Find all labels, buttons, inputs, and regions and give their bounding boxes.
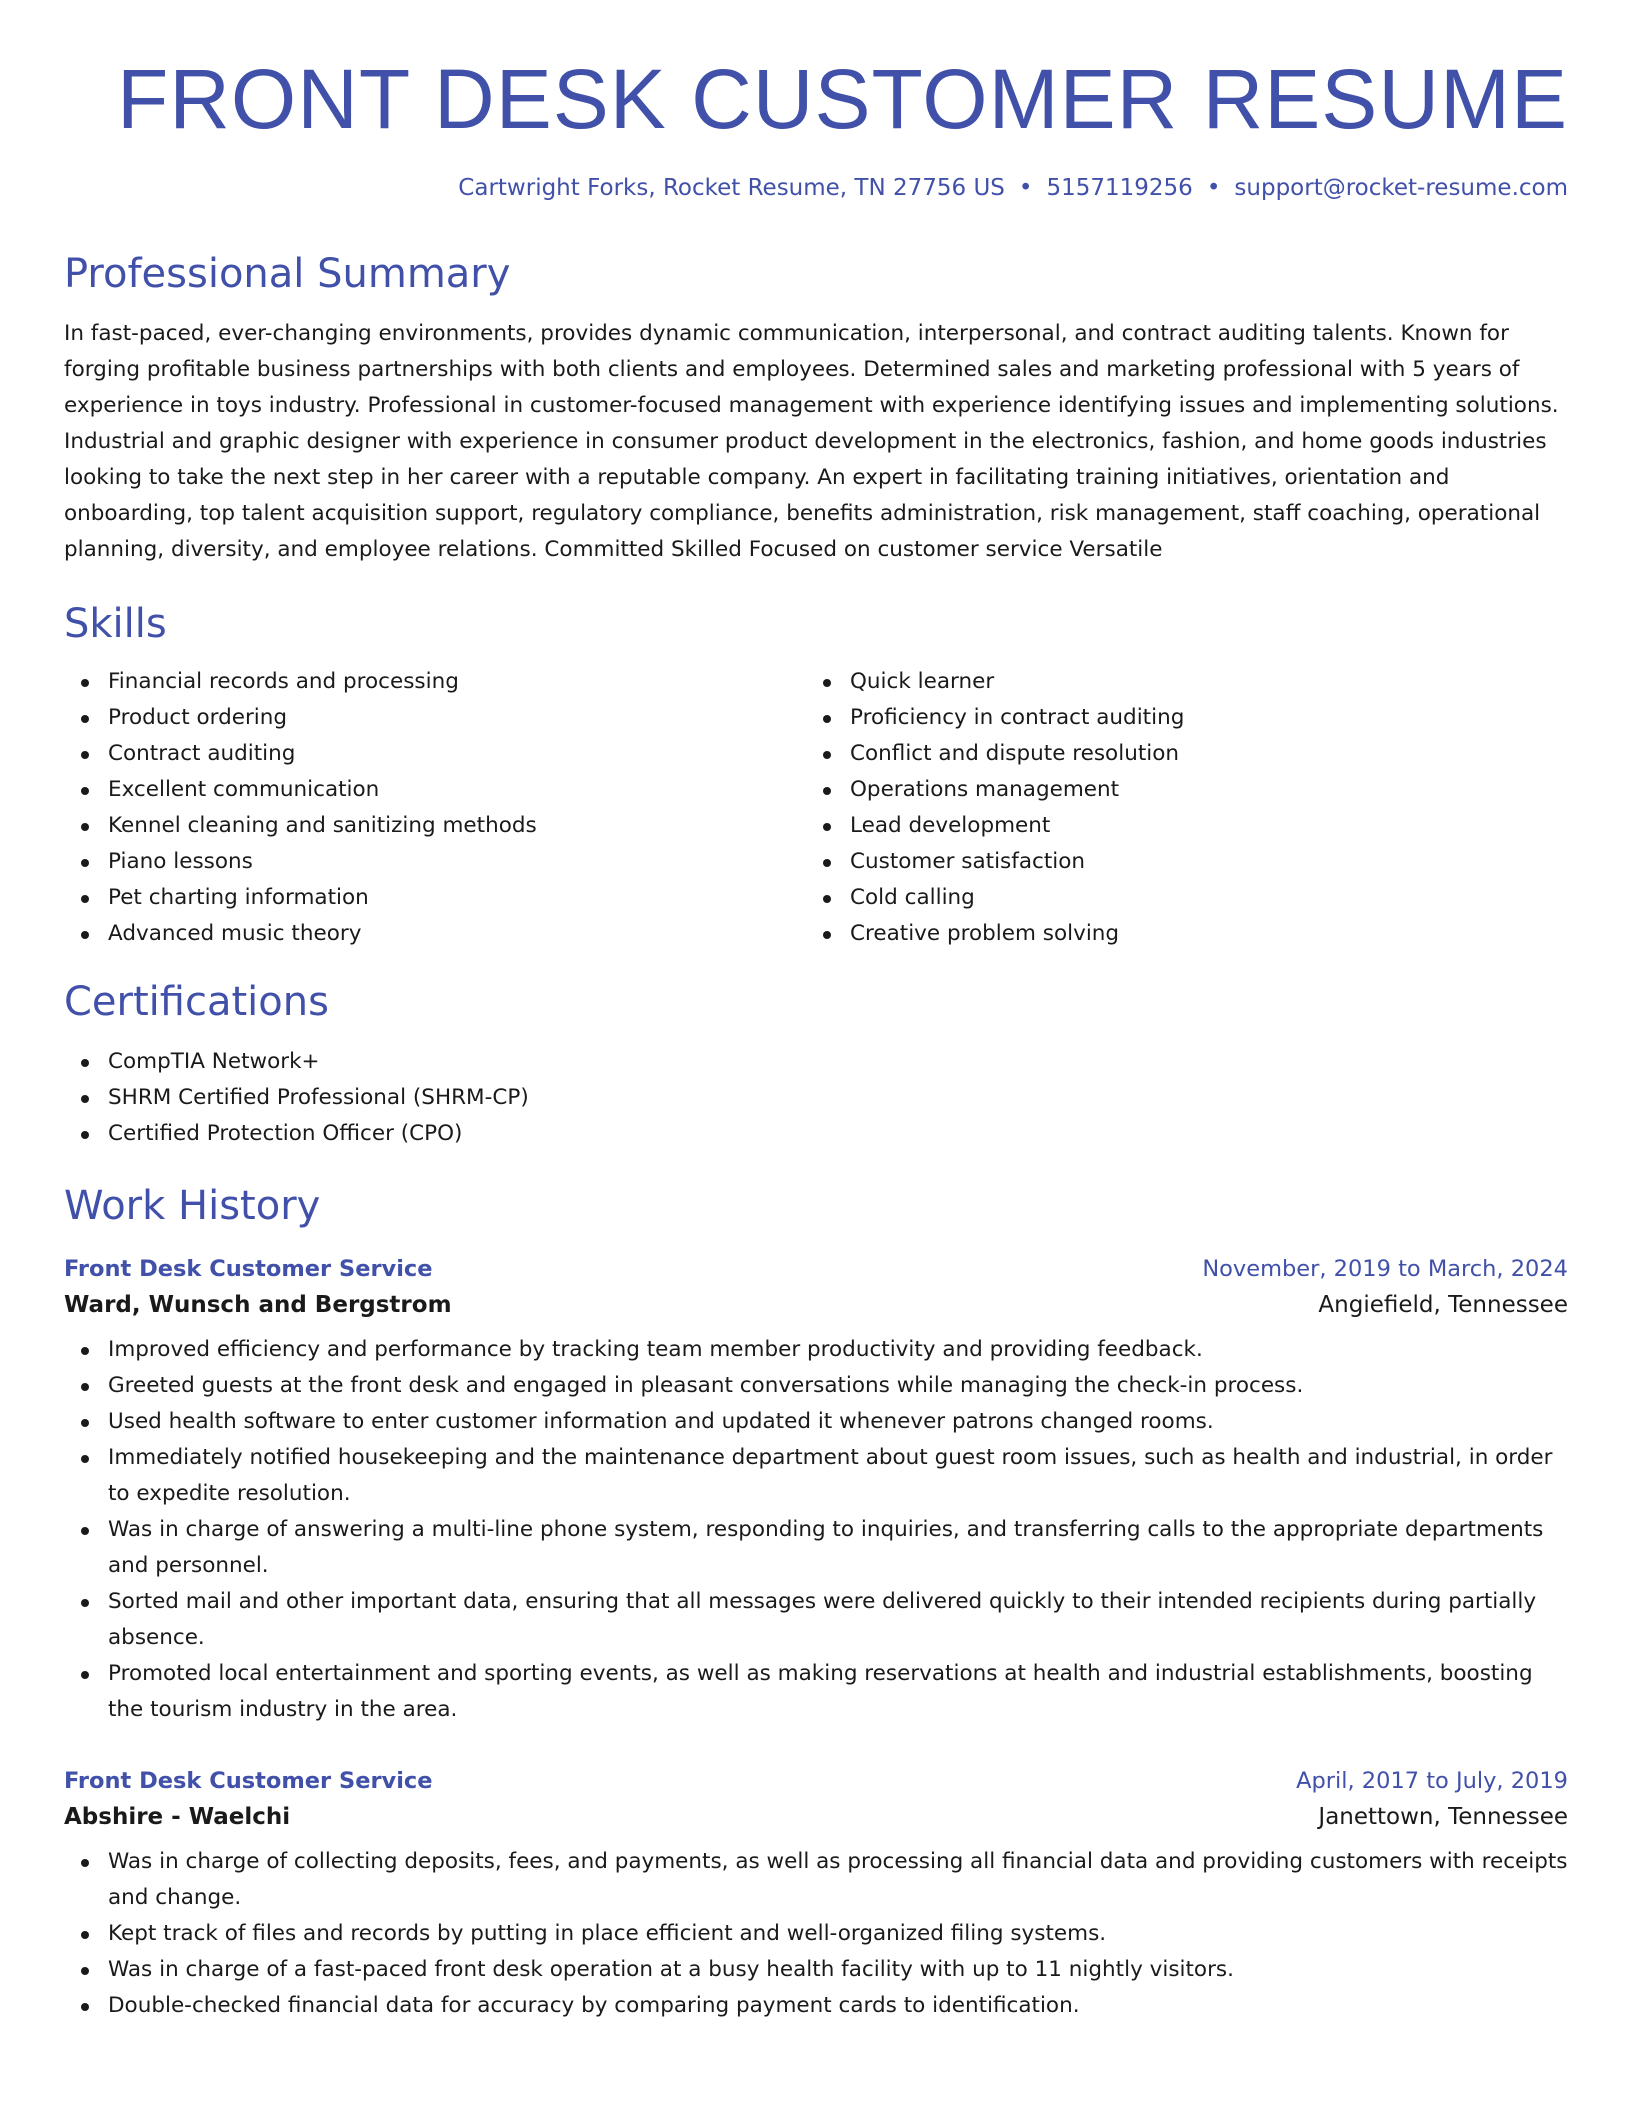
certifications-list — [64, 1044, 1568, 1152]
skill-item: Creative problem solving — [806, 916, 1548, 952]
skills-heading: Skills — [64, 600, 167, 647]
resume-page — [64, 0, 1568, 2024]
job-title: Front Desk Customer Service — [64, 1255, 433, 1282]
skill-item: Pet charting information — [64, 880, 806, 916]
contact-line — [64, 174, 1568, 204]
job-company-row — [64, 1292, 1568, 1318]
work-history-heading: Work History — [64, 1182, 321, 1229]
skill-item: Operations management — [806, 772, 1548, 808]
skill-item: Quick learner — [806, 664, 1548, 700]
job-title: Front Desk Customer Service — [64, 1767, 433, 1794]
certification-item: CompTIA Network+ — [64, 1044, 1568, 1080]
certification-item: Certified Protection Officer (CPO) — [64, 1116, 1568, 1152]
job-dates: April, 2017 to July, 2019 — [1296, 1767, 1568, 1794]
job-bullet: Immediately notified housekeeping and the maintenance department about guest room issues, such as health and industrial, in order to expedite resolution. — [64, 1440, 1568, 1512]
job-header-row — [64, 1256, 1568, 1282]
contact-phone: 5157119256 — [1046, 175, 1193, 202]
skill-item: Kennel cleaning and sanitizing methods — [64, 808, 806, 844]
job-bullet: Kept track of files and records by putting in place efficient and well-organized filing systems. — [64, 1916, 1568, 1952]
job-bullet-list — [64, 1332, 1568, 1728]
skill-item: Lead development — [806, 808, 1548, 844]
summary-heading: Professional Summary — [64, 250, 511, 297]
job-company-row — [64, 1804, 1568, 1830]
job-bullet: Was in charge of answering a multi-line phone system, responding to inquiries, and transferring calls to the appropriate departments and personnel. — [64, 1512, 1568, 1584]
job-bullet: Double-checked financial data for accuracy by comparing payment cards to identification. — [64, 1988, 1568, 2024]
job-bullet: Was in charge of collecting deposits, fees, and payments, as well as processing all financial data and providing customers with receipts and change. — [64, 1844, 1568, 1916]
contact-address: Cartwright Forks, Rocket Resume, TN 27756 US — [458, 175, 1005, 202]
job-bullet: Promoted local entertainment and sporting events, as well as making reservations at health and industrial establishments, boosting the tourism industry in the area. — [64, 1656, 1568, 1728]
contact-separator: • — [1206, 175, 1221, 202]
summary-text: In fast-paced, ever-changing environments, provides dynamic communication, interpersonal, and contract auditing talents. Known for forging profitable business partnerships with both clients and employees. Determined sales and marketing professional with 5 years of experience in toys industry. Professional in customer-focused management with experience identifying issues and implementing solutions. Industrial and graphic designer with experience in consumer product development in the electronics, fashion, and home goods industries looking to take the next step in her career with a reputable company. An expert in facilitating training initiatives, orientation and onboarding, top talent acquisition support, regulatory compliance, benefits administration, risk management, staff coaching, operational planning, diversity, and employee relations. Committed Skilled Focused on customer service Versatile — [64, 320, 1559, 562]
job-bullet: Improved efficiency and performance by tracking team member productivity and providing feedback. — [64, 1332, 1568, 1368]
certifications-heading: Certifications — [64, 978, 329, 1025]
job-location: Angiefield, Tennessee — [1318, 1291, 1568, 1318]
job-location: Janettown, Tennessee — [1318, 1803, 1568, 1830]
resume-title: FRONT DESK CUSTOMER RESUME — [116, 52, 1568, 146]
job-bullet: Greeted guests at the front desk and engaged in pleasant conversations while managing the check-in process. — [64, 1368, 1568, 1404]
skill-item: Financial records and processing — [64, 664, 806, 700]
job-company: Abshire - Waelchi — [64, 1803, 291, 1830]
skill-item: Proficiency in contract auditing — [806, 700, 1548, 736]
skill-item: Advanced music theory — [64, 916, 806, 952]
skill-item: Piano lessons — [64, 844, 806, 880]
job-header-row — [64, 1768, 1568, 1794]
skill-item: Excellent communication — [64, 772, 806, 808]
skills-list-left — [64, 664, 806, 952]
skill-item: Conflict and dispute resolution — [806, 736, 1548, 772]
job-bullet-list — [64, 1844, 1568, 2024]
skill-item: Customer satisfaction — [806, 844, 1548, 880]
job-dates: November, 2019 to March, 2024 — [1202, 1255, 1568, 1282]
contact-email: support@rocket-resume.com — [1234, 175, 1568, 202]
certification-item: SHRM Certified Professional (SHRM-CP) — [64, 1080, 1568, 1116]
job-entry — [64, 1768, 1568, 2024]
job-bullet: Used health software to enter customer information and updated it whenever patrons changed rooms. — [64, 1404, 1568, 1440]
skill-item: Contract auditing — [64, 736, 806, 772]
contact-separator: • — [1018, 175, 1033, 202]
job-company: Ward, Wunsch and Bergstrom — [64, 1291, 452, 1318]
skill-item: Product ordering — [64, 700, 806, 736]
skill-item: Cold calling — [806, 880, 1548, 916]
job-bullet: Sorted mail and other important data, ensuring that all messages were delivered quickly to their intended recipients during partially absence. — [64, 1584, 1568, 1656]
job-bullet: Was in charge of a fast-paced front desk operation at a busy health facility with up to 11 nightly visitors. — [64, 1952, 1568, 1988]
job-entry — [64, 1256, 1568, 1728]
skills-grid — [64, 664, 1568, 952]
skills-list-right — [806, 664, 1548, 952]
